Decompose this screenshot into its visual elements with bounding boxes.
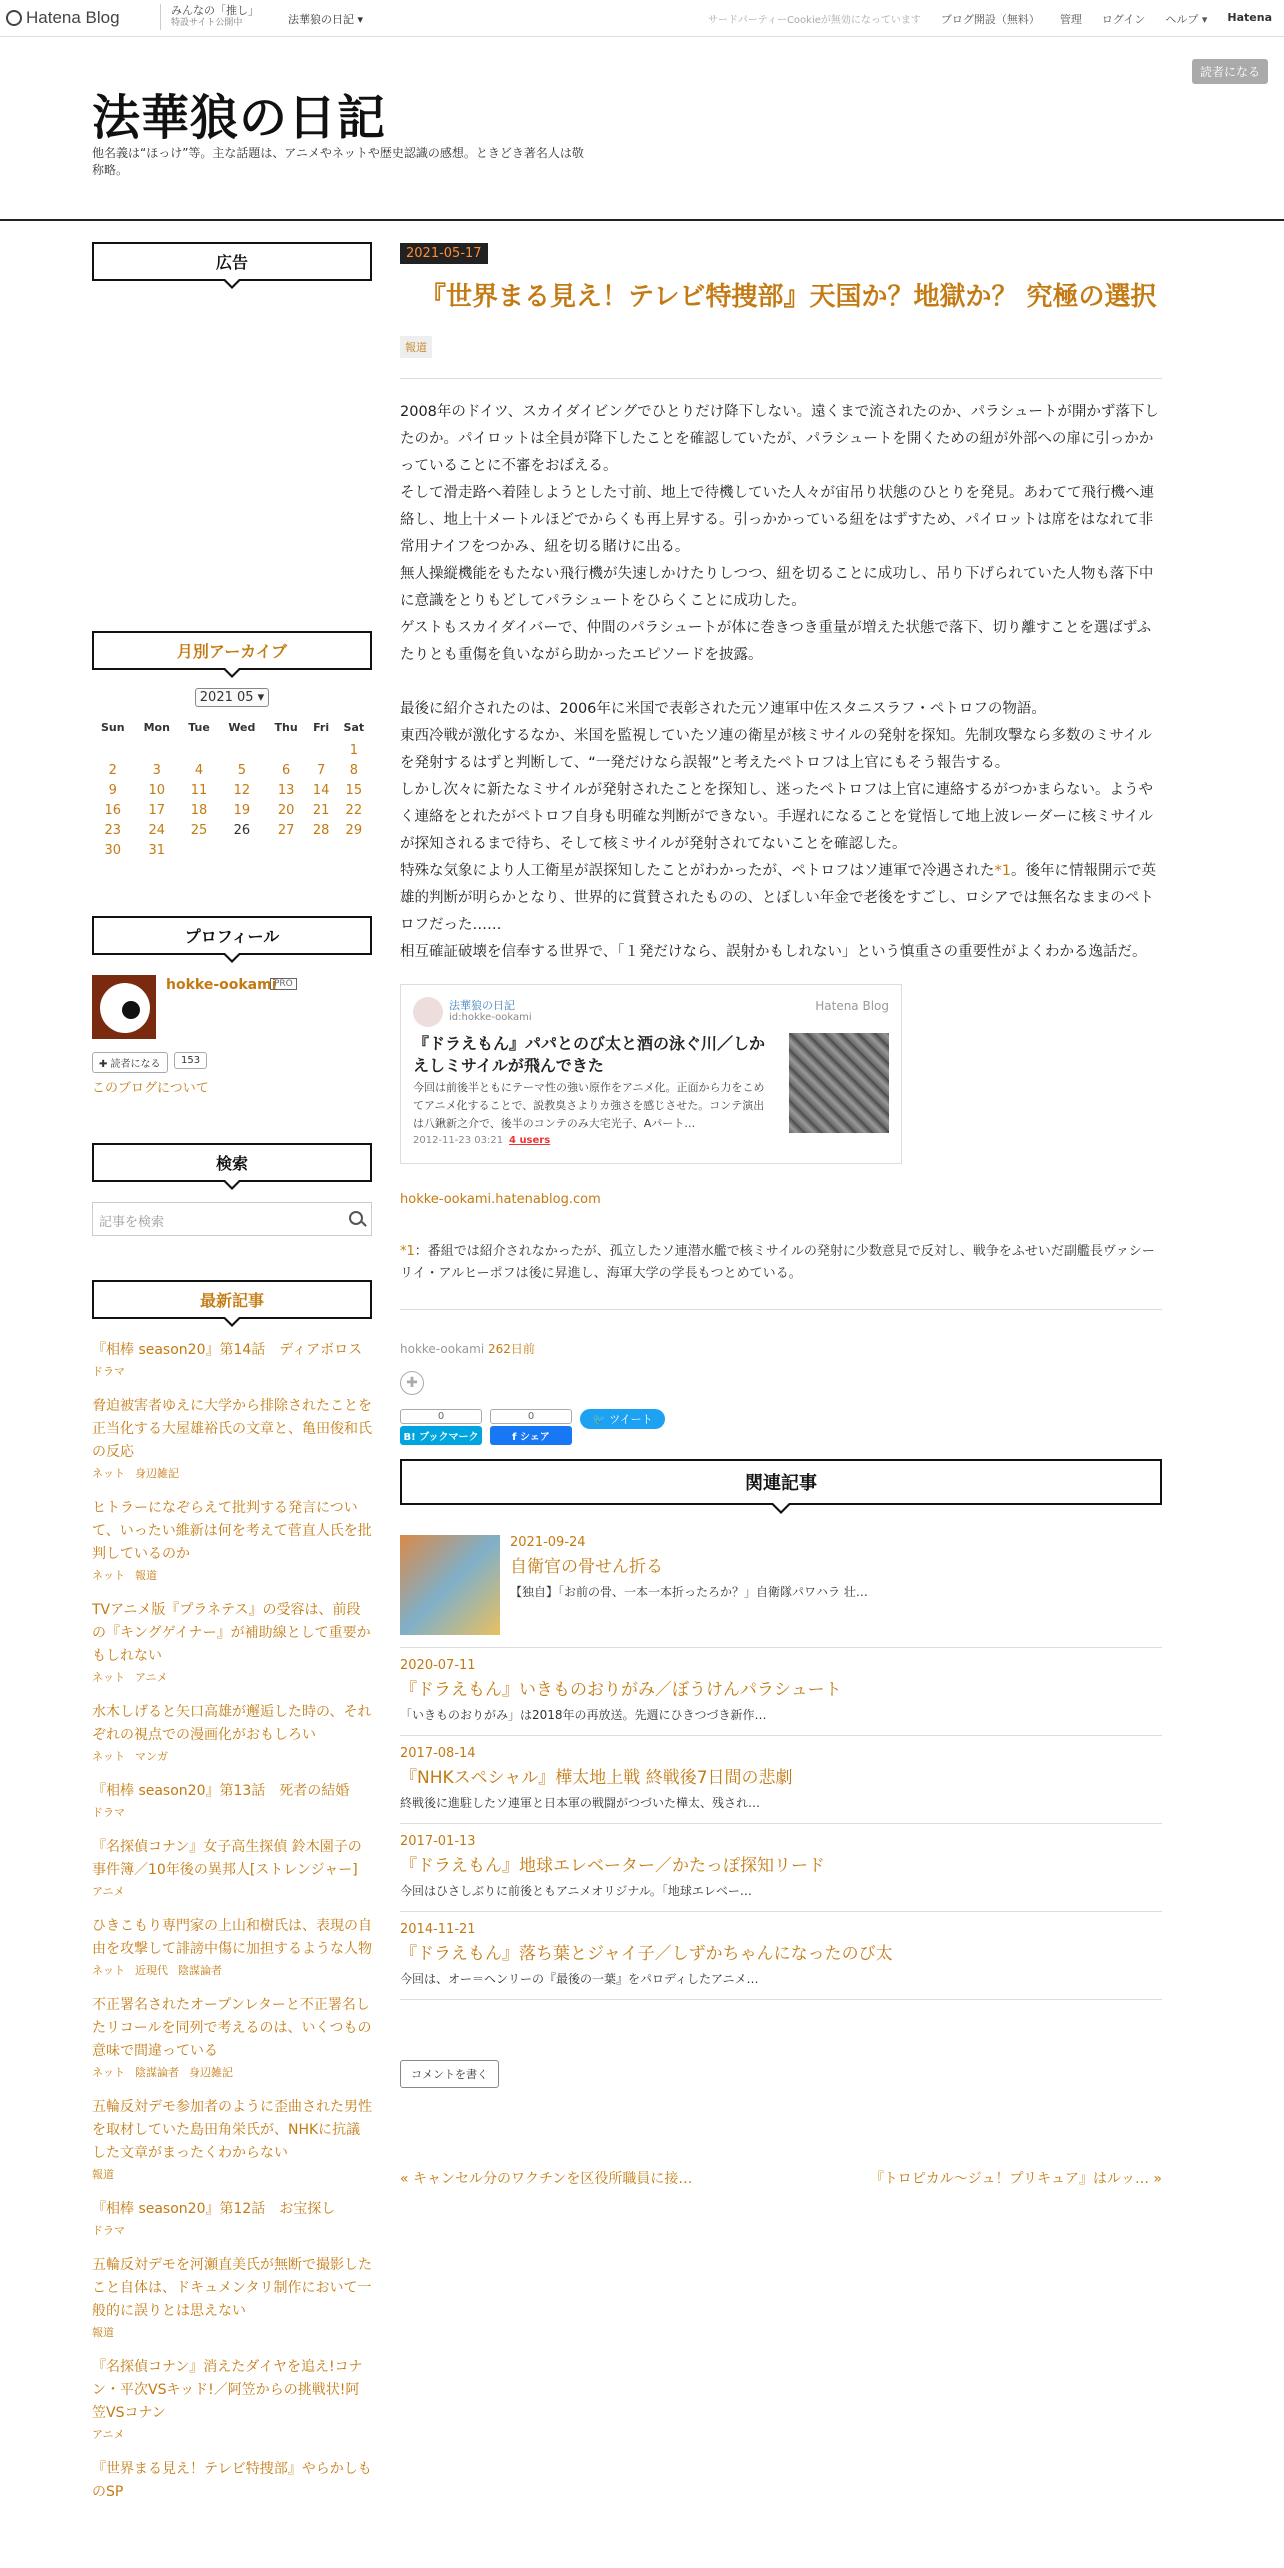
footnote-mark[interactable]: *1 [400,1244,415,1259]
profile-module-title: プロフィール [92,916,372,955]
recent-entry-categories [92,1567,372,1583]
recent-entry [92,1599,372,1685]
related-date[interactable]: 2017-08-14 [400,1746,476,1761]
weekday-header: Thu [274,721,298,734]
category-link[interactable]: 身辺雑記 [135,1467,179,1480]
global-header [0,0,1284,37]
recent-entry [92,2254,372,2340]
recent-entry [92,1701,372,1764]
category-link[interactable]: 近現代 [135,1964,168,1977]
hatena-blog-mark: Hatena Blog [815,999,889,1013]
category-link[interactable]: マンガ [135,1750,168,1763]
hatena-blog-logo-icon [6,10,22,26]
recent-entry-title[interactable]: 『名探偵コナン』女子高生探偵 鈴木園子の事件簿／10年後の異邦人[ストレンジャー] [92,1839,362,1878]
card-summary: 今回は前後半ともにテーマ性の強い原作をアニメ化。正面から力をこめてアニメ化することで、説教臭さよりカ強さを感じさせた。コンテ演出は八鍬新之介で、後半のコンテのみ大宅光子、Aパート… [413,1081,765,1130]
entry-category[interactable]: 報道 [400,336,432,358]
category-link[interactable]: 報道 [135,1569,157,1582]
share-buttons [400,1409,1162,1445]
category-link[interactable]: ネット [92,1569,125,1582]
calendar-day[interactable]: 29 [345,822,363,838]
recent-entry-categories [92,1748,372,1764]
calendar-day[interactable]: 20 [277,802,295,818]
footnote [400,1241,1162,1285]
recent-entries [92,1339,372,2504]
category-link[interactable]: ドラマ [92,1365,125,1378]
calendar-day[interactable]: 14 [312,782,330,798]
category-link[interactable]: 陰謀論者 [135,2066,179,2079]
related-summary: 今回はひさしぶりに前後ともアニメオリジナル。「地球エレベー… [400,1884,752,1898]
paragraph: しかし次々に新たなミサイルが発射されたことを探知し、迷ったペトロフは上官に連絡するがつかまらない。ようやく連絡をとれたがペトロフ自身も明確な判断ができない。手遅れになることを覚悟して地上波レーダーに核ミサイルが探知されるまで待ち、そして核ミサイルが発射されてないことを確認した。 [400,782,1153,852]
calendar-day [218,740,266,760]
recent-entry-title[interactable]: ヒトラーになぞらえて批判する発言について、いったい維新は何を考えて菅直人氏を批判しているのか [92,1500,372,1562]
category-link[interactable]: ネット [92,1964,125,1977]
calendar-day [307,840,336,860]
recent-entry-title[interactable]: TVアニメ版『プラネテス』の受容は、前段の『キングゲイナー』が補助線として重要かもしれない [92,1602,371,1664]
related-entry-title[interactable]: 『ドラえもん』落ち葉とジャイ子／しずかちゃんになったのび太 [400,1944,893,1964]
card-bookmark-users[interactable]: 4 users [509,1135,551,1146]
calendar-day: 26 [233,822,251,838]
calendar-day[interactable]: 5 [237,762,246,778]
recent-entry-categories [92,1883,372,1899]
recent-entry-title[interactable]: 『世界まる見え！テレビ特捜部』やらかしものSP [92,2461,372,2500]
recent-module-title[interactable]: 最新記事 [92,1280,372,1319]
related-entry[interactable] [400,1736,1162,1824]
calendar-day[interactable]: 23 [104,822,122,838]
recent-entry [92,1780,372,1820]
blog-icon [413,997,443,1027]
entry-title[interactable]: 『世界まる見え！テレビ特捜部』天国か？地獄か？ 究極の選択 [420,282,1157,312]
calendar-day[interactable]: 4 [194,762,204,778]
ad-space [92,281,372,631]
calendar-day[interactable]: 7 [316,762,326,778]
paragraph: 相互確証破壊を信奉する世界で、「１発だけなら、誤射かもしれない」という慎重さの重要性がよくわかる逸話だ。 [400,944,1147,960]
calendar-day[interactable]: 1 [349,742,358,758]
search-module-title: 検索 [92,1143,372,1182]
recent-entry-categories [92,1804,372,1820]
calendar-day[interactable]: 18 [190,802,208,818]
profile-name[interactable]: hokke-ookami [166,977,277,993]
weekday-header: Fri [313,721,330,734]
recent-entry [92,1994,372,2080]
start-blog-link[interactable]: ブログ開設（無料） [940,13,1040,26]
subscribe-button[interactable]: 読者になる [1192,59,1268,84]
calendar-day [336,840,372,860]
recent-entry-categories [92,1363,372,1379]
archive-month-select[interactable] [92,690,372,705]
calendar-day[interactable]: 9 [108,782,117,798]
recent-entry-title[interactable]: 『名探偵コナン』消えたダイヤを追え!コナン・平次VSキッド!／阿笠からの挑戦状!阿笠VSコナン [92,2359,363,2421]
recent-entry [92,1497,372,1583]
avatar[interactable] [92,975,156,1039]
category-link[interactable]: 報道 [92,2168,114,2181]
weekday-header: Mon [143,721,170,734]
entry-body [400,399,1162,966]
calendar-day[interactable]: 28 [312,822,330,838]
recent-entry-categories [92,2426,372,2442]
recent-entry-title[interactable]: 水木しげると矢口高雄が邂逅した時の、それぞれの視点での漫画化がおもしろい [92,1704,372,1743]
related-date[interactable]: 2021-09-24 [510,1535,586,1550]
blog-url-link[interactable]: hokke-ookami.hatenablog.com [400,1192,601,1207]
card-thumbnail [789,1033,889,1133]
pager [400,2168,1162,2188]
recent-entry [92,2356,372,2442]
paragraph: 東西冷戦が激化するなか、米国を監視していたソ連の衛星が核ミサイルの発射を探知。先制攻撃なら多数のミサイルを発射するはずと判断して、“一発だけなら誤報”と考えたペトロフは上官にもそう報告する。 [400,728,1152,771]
related-entries [400,1459,1162,2000]
recent-entry-categories [92,1465,372,1481]
related-entry-title[interactable]: 『ドラえもん』いきものおりがみ／ぼうけんパラシュート [400,1680,842,1700]
weekday-header: Tue [188,721,210,734]
calendar-day[interactable]: 17 [148,802,166,818]
recent-entry [92,2198,372,2238]
calendar-day[interactable]: 22 [345,802,363,818]
cookie-notice: サードパーティーCookieが無効になっています [707,15,921,26]
entry-footer [400,1340,1162,1357]
related-summary: 今回は、オー＝ヘンリーの『最後の一葉』をパロディしたアニメ… [400,1972,759,1986]
promo-banner[interactable] [160,4,259,30]
card-title[interactable]: 『ドラえもん』パパとのび太と酒の泳ぐ川／しかえしミサイルが飛んできた [413,1034,766,1075]
calendar-day[interactable]: 8 [349,762,358,778]
related-date[interactable]: 2014-11-21 [400,1922,476,1937]
category-link[interactable]: 報道 [92,2326,114,2339]
search-input[interactable] [92,1202,372,1236]
calendar-day[interactable]: 15 [345,782,363,798]
author-name[interactable]: hokke-ookami [400,1342,485,1356]
category-link[interactable]: アニメ [92,2428,125,2441]
calendar-day [266,740,307,760]
calendar-day [180,840,218,860]
related-date[interactable]: 2020-07-11 [400,1658,476,1673]
calendar-day [180,740,218,760]
recent-entry-categories [92,1962,372,1978]
recent-entry [92,1915,372,1978]
tweet-button[interactable]: 🐦 ツイート [580,1409,665,1429]
recent-entry-categories [92,2064,372,2080]
related-summary: 「いきものおりがみ」は2018年の再放送。先週にひきつづき新作… [400,1708,767,1722]
hatena-logo[interactable]: Hatena [1227,11,1272,24]
entry-date[interactable]: 2021-05-17 [400,243,488,264]
paragraph: ゲストもスカイダイバーで、仲間のパラシュートが体に巻きつき重量が増えた状態で落下、切り離すことを選ばずふたりとも重傷を負いながら助かったエピソードを披露。 [400,620,1152,663]
category-link[interactable]: ドラマ [92,2224,125,2237]
footnote-text: ：番組では紹介されなかったが、孤立したソ連潜水艦で核ミサイルの発射に少数意見で反対し、戦争をふせいだ副艦長ヴァシーリイ・アルヒーポフは後に昇進し、海軍大学の学長もつとめている。 [400,1244,1155,1281]
add-star-icon[interactable]: ✚ [400,1371,424,1395]
entry-age-link[interactable]: 262日前 [487,1342,535,1356]
related-date[interactable]: 2017-01-13 [400,1834,476,1849]
paragraph-text: 特殊な気象により人工衛星が誤探知したことがわかったが、ペトロフはソ連軍で冷遇された [400,863,995,879]
recent-entry-categories [92,2222,372,2238]
global-nav [708,11,1284,27]
paragraph-text: 。後年に情報開示で英雄的判断が明らかとなり、世界的に賞賛されたものの、とぼしい年金で老後をすごし、ロシアでは無名なままのペトロフだった…… [400,863,1156,933]
recent-entry-title[interactable]: 『相棒 season20』第13話 死者の結婚 [92,1783,350,1799]
facebook-share-button[interactable] [490,1409,572,1445]
divider [400,1309,1162,1310]
weekday-header: Sun [100,721,125,734]
footnote-ref[interactable]: *1 [994,863,1011,879]
category-link[interactable]: ドラマ [92,1806,125,1819]
archive-month-value: 2021 05 ▾ [195,688,269,707]
recent-entry [92,1339,372,1379]
share-label: f シェア [490,1426,572,1445]
help-menu[interactable]: ヘルプ ▾ [1165,13,1208,26]
calendar-day[interactable]: 30 [104,842,122,858]
related-entry[interactable] [400,1648,1162,1736]
recent-entry-title[interactable]: 五輪反対デモを河瀬直美氏が無断で撮影したこと自体は、ドキュメンタリ制作において一般的に誤りとは思えない [92,2257,372,2319]
hatena-blog-logo[interactable] [6,8,120,28]
recent-entry-title[interactable]: 『相棒 season20』第12話 お宝探し [92,2201,336,2217]
search-icon[interactable] [349,1211,363,1225]
recent-entry-categories [92,2324,372,2340]
sidebar [92,242,372,2520]
calendar-day[interactable]: 16 [104,802,122,818]
recent-entry [92,1836,372,1899]
recent-entry [92,2458,372,2504]
recent-entry-title[interactable]: ひきこもり専門家の上山和樹氏は、表現の自由を攻撃して誹謗中傷に加担するような人物 [92,1918,372,1957]
search-placeholder: 記事を検索 [99,1215,165,1230]
recent-entry [92,1395,372,1481]
blog-title[interactable]: 法華狼の日記 [92,90,387,146]
promo-line1: みんなの「推し」 [171,4,259,17]
related-entry[interactable] [400,1824,1162,1912]
divider [400,378,1162,379]
related-entry[interactable] [400,1912,1162,2000]
calendar-day [92,740,134,760]
recent-entry-categories [92,2166,372,2182]
recent-entry-title[interactable]: 五輪反対デモ参加者のように歪曲された男性を取材していた島田角栄氏が、NHKに抗議した文章がまったくわからない [92,2099,372,2161]
archive-calendar [92,715,372,860]
ad-module-title: 広告 [92,242,372,281]
related-entry-title[interactable]: 『NHKスペシャル』樺太地上戦 終戦後7日間の悲劇 [400,1768,793,1788]
category-link[interactable]: ネット [92,1750,125,1763]
related-entry-title[interactable]: 自衛官の骨せん折る [510,1557,663,1577]
subscriber-count: 153 [174,1052,207,1069]
category-link[interactable]: 身辺雑記 [189,2066,233,2079]
profile-subscribe-button[interactable]: ✚ 読者になる [92,1052,168,1073]
paragraph: 最後に紹介されたのは、2006年に米国で表彰された元ソ連軍中佐スタニスラフ・ペトロフの物語。 [400,701,1046,717]
calendar-day[interactable]: 21 [312,802,330,818]
related-thumbnail[interactable] [400,1535,500,1635]
calendar-day [218,840,266,860]
paragraph: 2008年のドイツ、スカイダイビングでひとりだけ降下しない。遠くまで流されたのか、パラシュートが開かず落下したのか。パイロットは全員が降下したことを確認していたが、パラシュートを開くための紐が外部への扉に引っかかっていることに不審をおぼえる。 [400,404,1159,474]
next-entry-link[interactable]: 『トロピカル～ジュ！プリキュア』はルッ… » [869,2171,1162,2187]
calendar-day [134,740,180,760]
recent-entry-title[interactable]: 脅迫被害者ゆえに大学から排除されたことを正当化する大屋雄裕氏の文章と、亀田俊和氏の反応 [92,1398,372,1460]
category-link[interactable]: ネット [92,2066,125,2079]
write-comment-button[interactable]: コメントを書く [400,2060,499,2088]
blog-header [0,37,1284,221]
calendar-day[interactable]: 3 [152,762,161,778]
category-link[interactable]: ネット [92,1467,125,1480]
prev-entry-link[interactable]: « キャンセル分のワクチンを区役所職員に接… [400,2171,693,2187]
related-entry-title[interactable]: 『ドラえもん』地球エレベーター／かたっぽ探知リード [400,1856,825,1876]
bookmark-label: B! ブックマーク [400,1426,482,1445]
profile [92,975,372,1096]
recent-entry-categories [92,1669,372,1685]
card-blog-id: id:hokke-ookami [449,1012,532,1023]
related-summary: 終戦後に進駐したソ連軍と日本軍の戦闘がつづいた樺太、残され… [400,1796,761,1810]
calendar-day[interactable]: 10 [148,782,166,798]
blog-menu-dropdown[interactable]: 法華狼の日記 ▾ [288,13,364,26]
recent-entry-title[interactable]: 不正署名されたオープンレターと不正署名したリコールを同列で考えるのは、いくつもの意味で間違っている [92,1997,372,2059]
calendar-day[interactable]: 13 [277,782,295,798]
calendar-day[interactable]: 12 [233,782,251,798]
calendar-day[interactable]: 25 [190,822,208,838]
category-link[interactable]: アニメ [92,1885,125,1898]
avatar-eye [122,1001,140,1019]
calendar-day[interactable]: 2 [108,762,117,778]
about-blog-link[interactable]: このブログについて [92,1081,209,1096]
admin-link[interactable]: 管理 [1059,13,1082,26]
calendar-day[interactable]: 27 [277,822,295,838]
calendar-day[interactable]: 31 [148,842,166,858]
category-link[interactable]: アニメ [135,1671,168,1684]
embed-card[interactable] [400,984,902,1164]
login-link[interactable]: ログイン [1101,13,1146,26]
paragraph: そして滑走路へ着陸しようとした寸前、地上で待機していた人々が宙吊り状態のひとりを発見。あわてて飛行機へ連絡し、地上十メートルほどでからくも再上昇する。引っかかっている紐をはずすため、パイロットは席をはなれて非常用ナイフをつかみ、紐を切る賭けに出る。 [400,485,1154,555]
archive-module-title[interactable]: 月別アーカイブ [92,631,372,670]
related-title: 関連記事 [400,1459,1162,1505]
weekday-header: Sat [343,721,365,734]
related-summary: 【独自】「お前の骨、一本一本折ったろか？」自衛隊パワハラ 壮… [510,1585,868,1599]
weekday-header: Wed [228,721,256,734]
calendar-day[interactable]: 24 [148,822,166,838]
card-blog-name[interactable]: 法華狼の日記 [449,999,515,1012]
calendar-day[interactable]: 6 [281,762,291,778]
main-content [400,242,1162,2188]
blog-description: 他名義は“ほっけ”等。主な話題は、アニメやネットや歴史認識の感想。ときどき著名人は敬称略。 [92,146,584,177]
calendar-day[interactable]: 19 [233,802,251,818]
recent-entry-title[interactable]: 『相棒 season20』第14話 ディアボロス [92,1342,363,1358]
calendar-day [266,840,307,860]
promo-line2: 特設サイト公開中 [171,18,243,28]
category-link[interactable]: ネット [92,1671,125,1684]
paragraph: 無人操縦機能をもたない飛行機が失速しかけたりしつつ、紐を切ることに成功し、吊り下げられていた人物も落下中に意識をとりもどしてパラシュートをひらくことに成功した。 [400,566,1154,609]
bookmark-count: 0 [400,1409,482,1424]
card-date: 2012-11-23 03:21 [413,1135,504,1146]
share-count: 0 [490,1409,572,1424]
calendar-day[interactable]: 11 [190,782,208,798]
calendar-day [307,740,336,760]
category-link[interactable]: 陰謀論者 [178,1964,222,1977]
hatena-blog-logo-text: Hatena Blog [26,8,120,27]
pro-badge: PRO [270,978,297,990]
hatena-bookmark-button[interactable] [400,1409,482,1445]
related-entry[interactable] [400,1525,1162,1648]
recent-entry [92,2096,372,2182]
paragraph [400,858,1162,939]
